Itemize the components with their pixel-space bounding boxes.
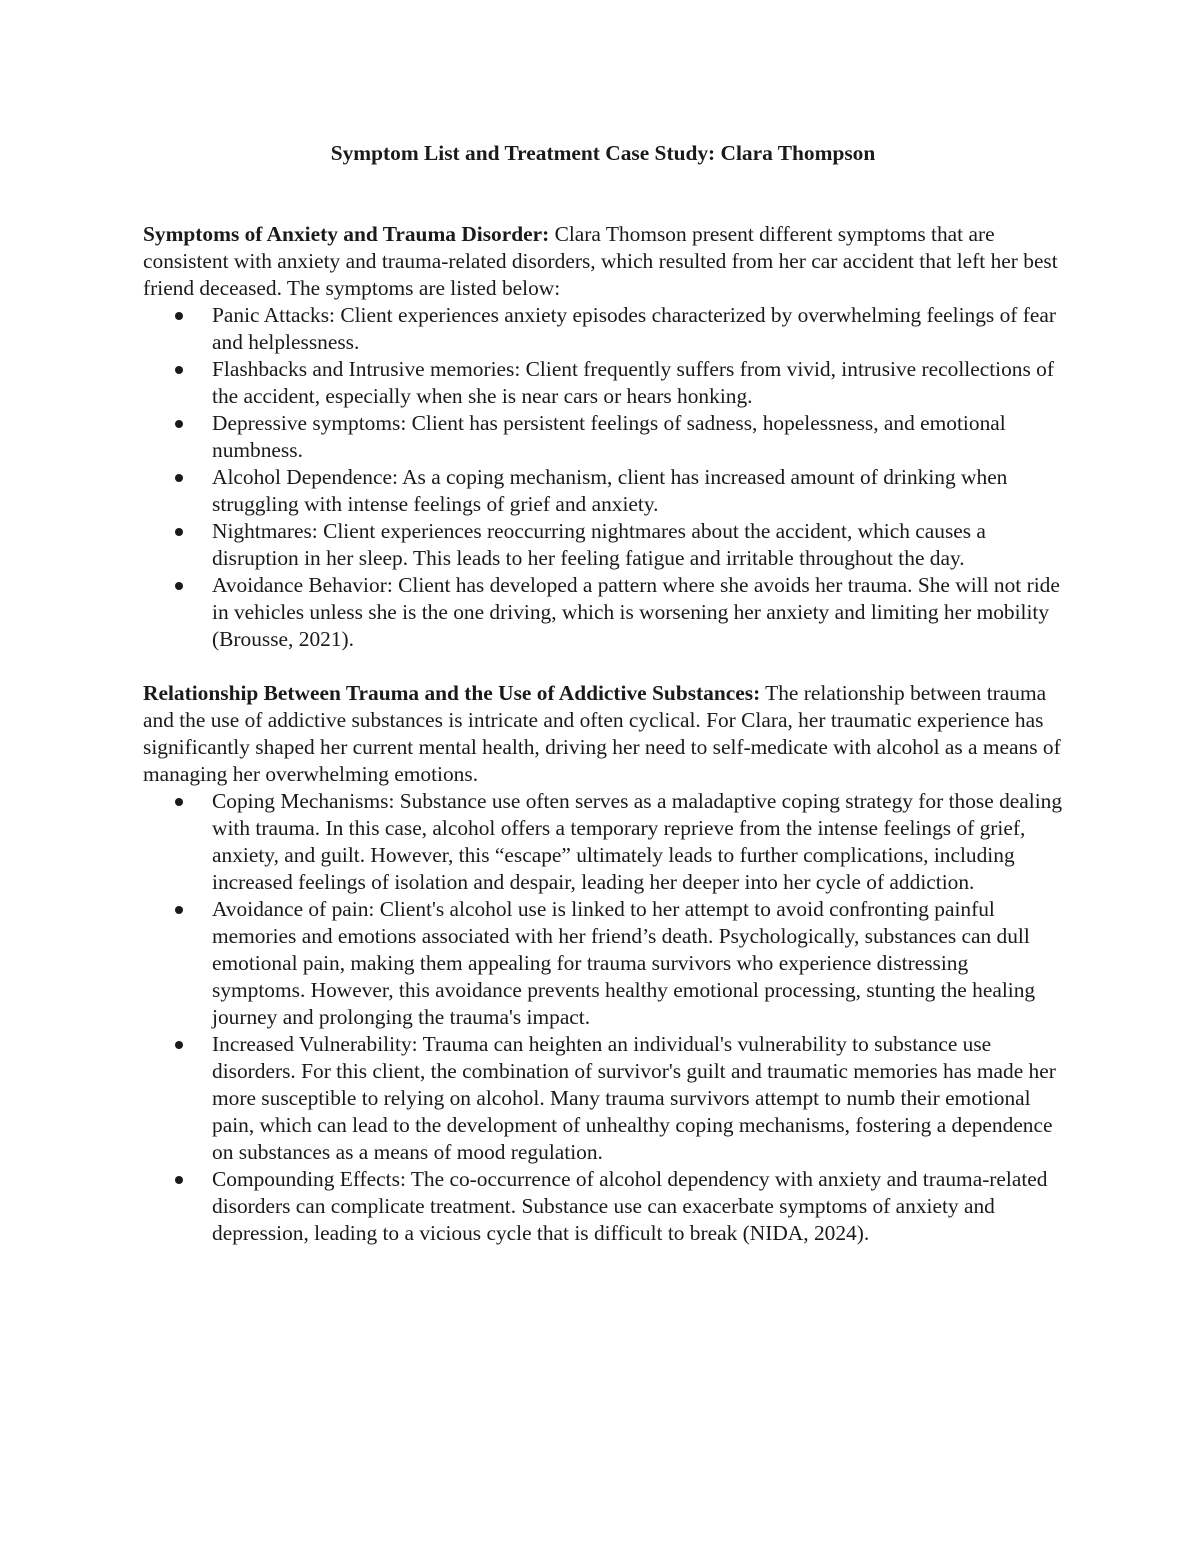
bullet-text: Avoidance Behavior: Client has developed a pattern where she avoids her trauma. She will not ride in vehicles unless she is the one driving, which is worsening her anxiety and limiting her mobility (Brousse, 2021).: [212, 573, 1060, 651]
bullet-item: [143, 788, 1063, 896]
document-body: [143, 140, 1063, 1247]
bullet-text: Increased Vulnerability: Trauma can heighten an individual's vulnerability to substance use disorders. For this client, the combination of survivor's guilt and traumatic memories has made her more susceptible to relying on alcohol. Many trauma survivors attempt to numb their emotional pain, which can lead to the development of unhealthy coping mechanisms, fostering a dependence on substances as a means of mood regulation.: [212, 1032, 1056, 1164]
section-symptoms: [143, 221, 1063, 653]
bullet-text: Flashbacks and Intrusive memories: Client frequently suffers from vivid, intrusive recollections of the accident, especially when she is near cars or hears honking.: [212, 357, 1054, 408]
bullet-icon: [175, 906, 183, 914]
section-intro-paragraph: [143, 680, 1063, 788]
bullet-icon: [175, 474, 183, 482]
bullet-text: Nightmares: Client experiences reoccurring nightmares about the accident, which causes a disruption in her sleep. This leads to her feeling fatigue and irritable throughout the day.: [212, 519, 986, 570]
bullet-list: [143, 788, 1063, 1247]
section-intro-paragraph: [143, 221, 1063, 302]
bullet-icon: [175, 366, 183, 374]
bullet-list: [143, 302, 1063, 653]
bullet-icon: [175, 582, 183, 590]
bullet-text: Panic Attacks: Client experiences anxiety episodes characterized by overwhelming feelings of fear and helplessness.: [212, 303, 1057, 354]
bullet-icon: [175, 1041, 183, 1049]
bullet-text: Alcohol Dependence: As a coping mechanism, client has increased amount of drinking when struggling with intense feelings of grief and anxiety.: [212, 465, 1008, 516]
bullet-icon: [175, 1176, 183, 1184]
document-title: Symptom List and Treatment Case Study: Clara Thompson: [330, 141, 876, 165]
bullet-text: Coping Mechanisms: Substance use often serves as a maladaptive coping strategy for those dealing with trauma. In this case, alcohol offers a temporary reprieve from the intense feelings of grief, anxiety, and guilt. However, this “escape” ultimately leads to further complications, including increased feelings of isolation and despair, leading her deeper into her cycle of addiction.: [212, 789, 1063, 894]
bullet-item: [143, 896, 1063, 1031]
bullet-item: [143, 464, 1063, 518]
bullet-item: [143, 410, 1063, 464]
bullet-icon: [175, 798, 183, 806]
section-heading: Symptoms of Anxiety and Trauma Disorder:: [143, 222, 550, 246]
bullet-icon: [175, 420, 183, 428]
bullet-item: [143, 572, 1063, 653]
bullet-item: [143, 518, 1063, 572]
bullet-item: [143, 1031, 1063, 1166]
bullet-icon: [175, 312, 183, 320]
bullet-text: Avoidance of pain: Client's alcohol use is linked to her attempt to avoid confronting painful memories and emotions associated with her friend’s death. Psychologically, substances can dull emotional pain, making them appealing for trauma survivors who experience distressing symptoms. However, this avoidance prevents healthy emotional processing, stunting the healing journey and prolonging the trauma's impact.: [212, 897, 1036, 1029]
bullet-text: Compounding Effects: The co-occurrence of alcohol dependency with anxiety and trauma-related disorders can complicate treatment. Substance use can exacerbate symptoms of anxiety and depression, leading to a vicious cycle that is difficult to break (NIDA, 2024).: [212, 1167, 1048, 1245]
bullet-item: [143, 1166, 1063, 1247]
bullet-icon: [175, 528, 183, 536]
bullet-text: Depressive symptoms: Client has persistent feelings of sadness, hopelessness, and emotional numbness.: [212, 411, 1006, 462]
section-heading: Relationship Between Trauma and the Use of Addictive Substances:: [143, 681, 761, 705]
bullet-item: [143, 356, 1063, 410]
section-intro-text: Clara Thomson present different symptoms that are consistent with anxiety and trauma-related disorders, which resulted from her car accident that left her best friend deceased. The symptoms are listed below:: [143, 222, 1058, 300]
section-trauma-substances: [143, 680, 1063, 1247]
bullet-item: [143, 302, 1063, 356]
section-intro-text: The relationship between trauma and the use of addictive substances is intricate and often cyclical. For Clara, her traumatic experience has significantly shaped her current mental health, driving her need to self-medicate with alcohol as a means of managing her overwhelming emotions.: [143, 681, 1061, 786]
